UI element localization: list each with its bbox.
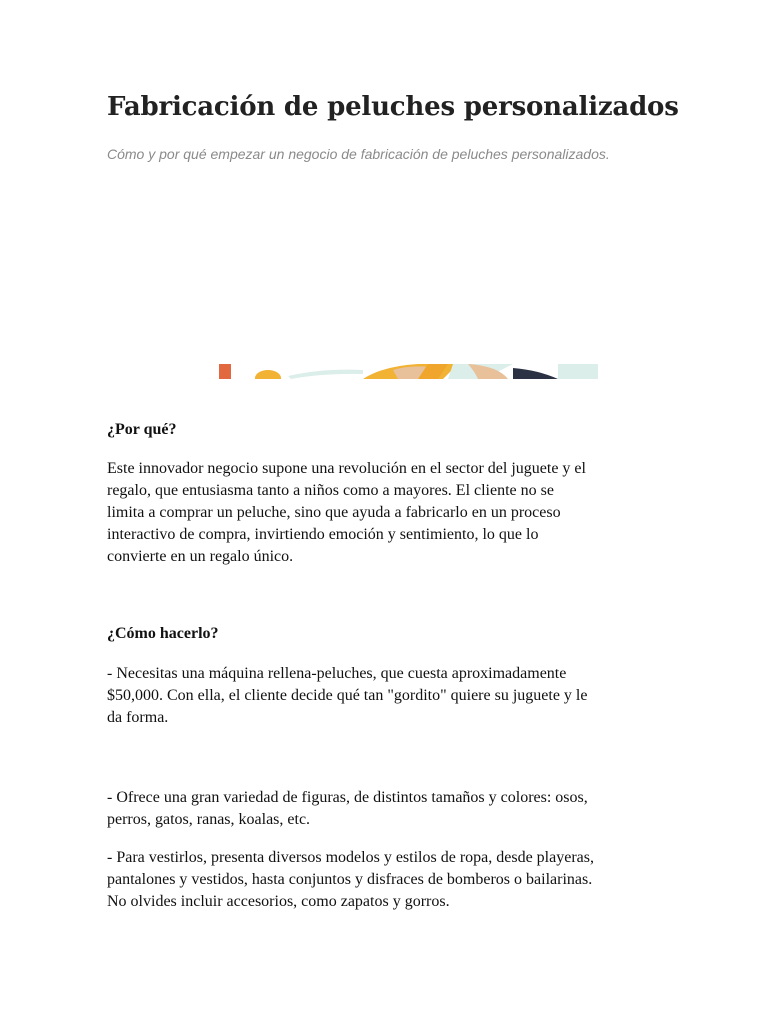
paragraph-line: - Necesitas una máquina rellena-peluches, que cuesta aproximadamente <box>107 665 567 682</box>
paragraph-line: limita a comprar un peluche, sino que ayuda a fabricarlo en un proceso <box>107 504 561 521</box>
paragraph-line: $50,000. Con ella, el cliente decide qué tan "gordito" quiere su juguete y le <box>107 687 588 704</box>
section-heading-why: ¿Por qué? <box>107 421 177 438</box>
paragraph-line: regalo, que entusiasma tanto a niños como a mayores. El cliente no se <box>107 482 554 499</box>
paragraph-line: interactivo de compra, invirtiendo emoción y sentimiento, lo que lo <box>107 526 539 543</box>
paragraph-machine <box>107 663 667 729</box>
paragraph-line: - Para vestirlos, presenta diversos modelos y estilos de ropa, desde playeras, <box>107 849 594 866</box>
paragraph-clothes <box>107 847 667 913</box>
paragraph-line: pantalones y vestidos, hasta conjuntos y disfraces de bomberos o bailarinas. <box>107 871 593 888</box>
paragraph-figures <box>107 787 667 831</box>
paragraph-line: - Ofrece una gran variedad de figuras, de distintos tamaños y colores: osos, <box>107 789 588 806</box>
article-subtitle: Cómo y por qué empezar un negocio de fabricación de peluches personalizados. <box>107 146 610 162</box>
section-heading-how: ¿Cómo hacerlo? <box>107 625 219 642</box>
paragraph-line: convierte en un regalo único. <box>107 548 294 565</box>
paragraph-line: da forma. <box>107 709 169 726</box>
paragraph-why <box>107 458 667 568</box>
paragraph-line: perros, gatos, ranas, koalas, etc. <box>107 811 311 828</box>
article-title: Fabricación de peluches personalizados <box>107 92 679 122</box>
hero-image <box>213 364 598 379</box>
paragraph-line: No olvides incluir accesorios, como zapatos y gorros. <box>107 893 450 910</box>
hero-illustration <box>213 364 598 379</box>
paragraph-line: Este innovador negocio supone una revolución en el sector del juguete y el <box>107 460 586 477</box>
